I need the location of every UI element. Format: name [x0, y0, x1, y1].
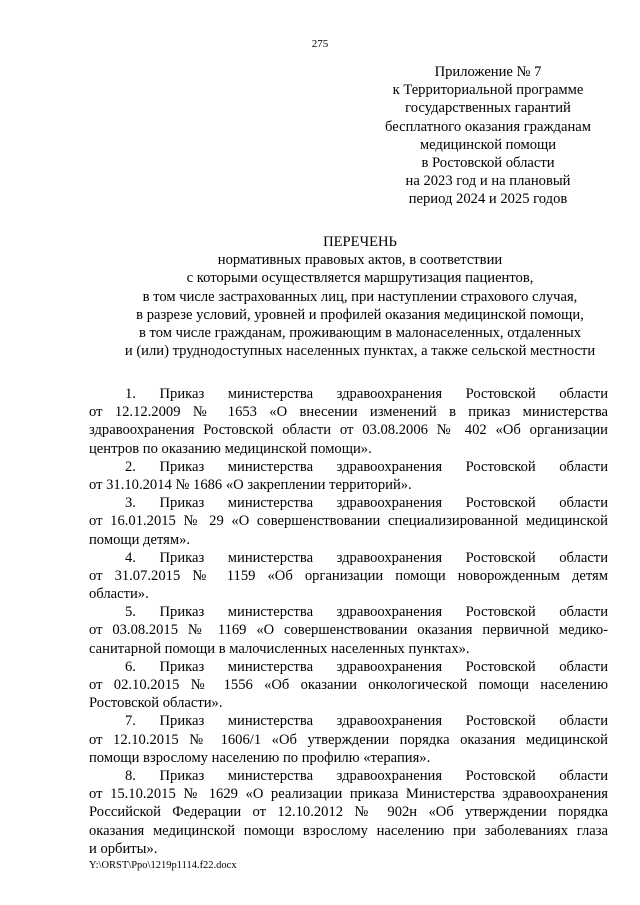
list-item	[89, 458, 608, 494]
list-item-line: от 16.01.2015 № 29 «О совершенствовании специализированной медицинской	[89, 513, 608, 530]
list-item-line: центров по оказанию медицинской помощи».	[89, 440, 372, 457]
title-line: в том числе застрахованных лиц, при наступлении страхового случая,	[142, 288, 578, 305]
appendix-line: на 2023 год и на плановый	[405, 173, 571, 190]
list-item-line: Российской Федерации от 12.10.2012 № 902н «Об утверждении порядка	[89, 804, 608, 821]
list-item-line: помощи взрослому населению по профилю «терапия».	[89, 749, 431, 766]
document-title-block	[60, 233, 640, 360]
appendix-block	[370, 63, 606, 209]
list-item	[89, 494, 608, 549]
title-line: в разрезе условий, уровней и профилей оказания медицинской помощи,	[136, 306, 584, 323]
list-item-line: оказания медицинской помощи взрослому населению при заболеваниях глаза	[89, 822, 608, 839]
page-number: 275	[311, 38, 329, 50]
appendix-line: к Территориальной программе	[392, 82, 584, 99]
title-line: нормативных правовых актов, в соответствии	[217, 252, 503, 269]
appendix-line: бесплатного оказания гражданам	[385, 118, 591, 135]
appendix-line: в Ростовской области	[421, 155, 555, 172]
list-item-line: 4. Приказ министерства здравоохранения Ростовской области	[125, 549, 608, 566]
list-item-line: от 31.10.2014 № 1686 «О закреплении территорий».	[89, 476, 412, 493]
list-item-line: от 02.10.2015 № 1556 «Об оказании онкологической помощи населению	[89, 677, 608, 693]
list-item-line: и орбиты».	[89, 840, 158, 857]
list-item	[89, 385, 608, 458]
title-line: в том числе гражданам, проживающим в малонаселенных, отдаленных	[138, 325, 582, 342]
list-item-line: от 15.10.2015 № 1629 «О реализации приказа Министерства здравоохранения	[89, 786, 608, 803]
list-item-line: от 12.10.2015 № 1606/1 «Об утверждении порядка оказания медицинской	[89, 731, 608, 748]
list-item-line: области».	[89, 586, 149, 603]
list-item	[89, 767, 608, 858]
appendix-line: государственных гарантий	[405, 100, 571, 117]
appendix-line: медицинской помощи	[419, 136, 557, 153]
list-item	[89, 603, 608, 658]
list-item-line: 6. Приказ министерства здравоохранения Ростовской области	[125, 658, 608, 675]
list-item-line: помощи детям».	[89, 531, 191, 548]
file-path-footer: Y:\ORST\Ppo\1219p1114.f22.docx	[89, 860, 237, 871]
title-line: и (или) труднодоступных населенных пунктах, а также сельской местности	[124, 343, 596, 360]
list-item	[89, 712, 608, 767]
appendix-line: период 2024 и 2025 годов	[408, 191, 568, 208]
list-item	[89, 549, 608, 604]
list-item-line: 8. Приказ министерства здравоохранения Ростовской области	[125, 767, 608, 784]
list-item-line: 5. Приказ министерства здравоохранения Ростовской области	[125, 604, 608, 621]
list-item	[89, 658, 608, 713]
appendix-line: Приложение № 7	[434, 64, 542, 80]
acts-list	[89, 385, 608, 858]
list-item-line: 2. Приказ министерства здравоохранения Ростовской области	[125, 458, 608, 475]
list-item-line: от 31.07.2015 № 1159 «Об организации помощи новорожденным детям	[89, 567, 608, 584]
list-item-line: 3. Приказ министерства здравоохранения Ростовской области	[125, 495, 608, 512]
list-item-line: санитарной помощи в малочисленных населенных пунктах».	[89, 640, 470, 657]
list-item-line: здравоохранения Ростовской области от 03.08.2006 № 402 «Об организации	[89, 422, 608, 439]
title-line: с которыми осуществляется маршрутизация пациентов,	[186, 270, 534, 287]
list-item-line: 7. Приказ министерства здравоохранения Ростовской области	[125, 713, 608, 730]
list-item-line: от 03.08.2015 № 1169 «О совершенствовании оказания первичной медико-	[89, 622, 608, 639]
list-item-line: 1. Приказ министерства здравоохранения Ростовской области	[125, 386, 608, 402]
document-heading: ПЕРЕЧЕНЬ	[323, 234, 397, 250]
list-item-line: от 12.12.2009 № 1653 «О внесении изменений в приказ министерства	[89, 404, 608, 421]
list-item-line: Ростовской области».	[89, 695, 223, 712]
